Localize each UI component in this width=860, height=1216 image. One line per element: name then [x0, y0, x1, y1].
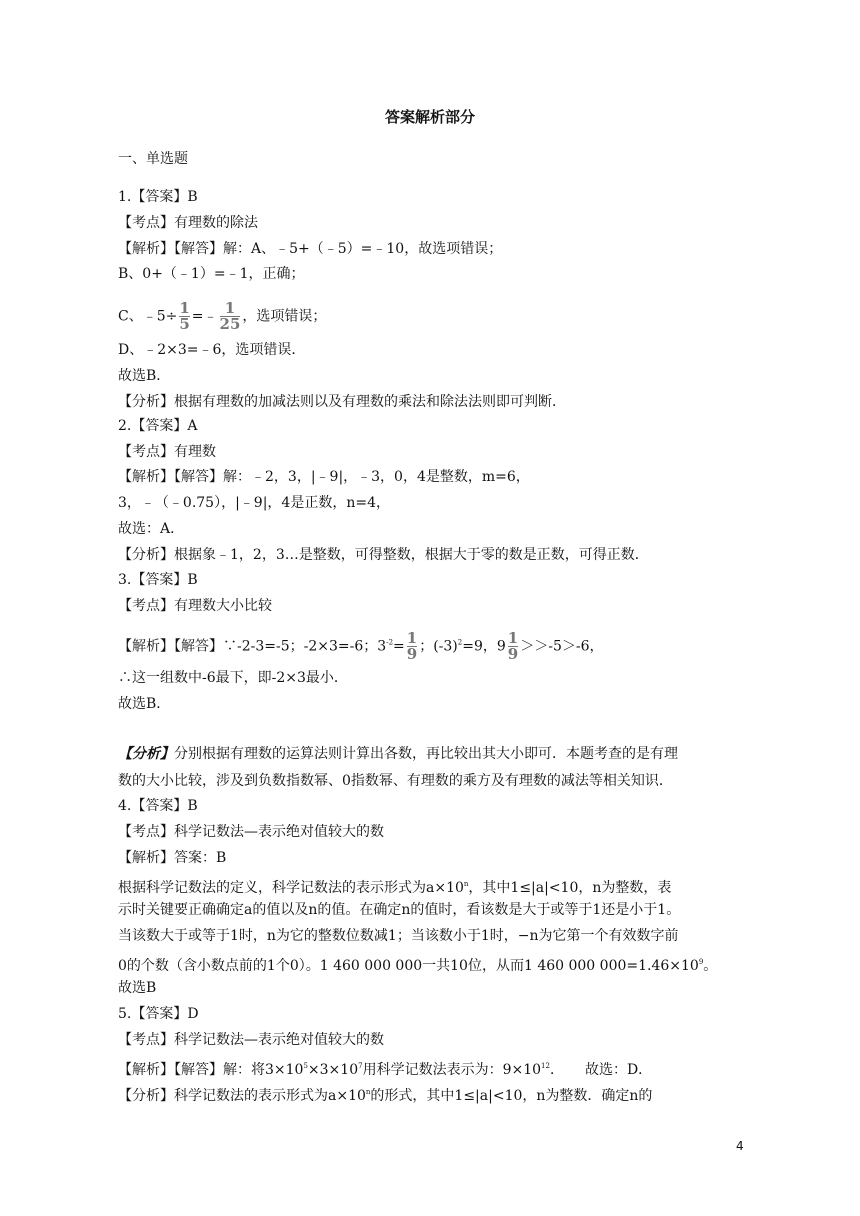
q5-answer: 5.【答案】D	[118, 1006, 199, 1022]
q1-line-1: 【解析】【解答】解：A、﹣5+（﹣5）=﹣10，故选项错误；	[118, 241, 503, 257]
q1-line-2: B、0+（﹣1）=﹣1，正确；	[118, 266, 305, 282]
q4-line-4: 当该数大于或等于1时，n为它的整数位数减1；当该数小于1时，−n为它第一个有效数字前	[118, 928, 679, 944]
q4-line-6: 故选B	[118, 980, 157, 996]
q1-point: 【考点】有理数的除法	[118, 215, 258, 231]
q4-line-3: 示时关键要正确确定a的值以及n的值。在确定n的值时，看该数是大于或等于1还是小于1。	[118, 902, 681, 918]
q4-answer: 4.【答案】B	[118, 798, 198, 814]
fraction: $\frac{1}{9}$	[406, 629, 418, 663]
q3-line-1: 【解析】【解答】∵-2-3=-5；-2×3=-6；$3^{-2}=$ $\frac{1}{9}$ ；$(-3)^2=9$，9 $\frac{1}{9}$ ＞＞-5＞-6，	[118, 629, 604, 663]
q3-line-2: ∴这一组数中-6最下，即-2×3最小．	[118, 670, 348, 686]
q1-line-5: 故选B．	[118, 368, 171, 384]
q4-point: 【考点】科学记数法—表示绝对值较大的数	[118, 824, 384, 840]
fraction: $\frac{1}{9}$	[507, 629, 519, 663]
q1-analysis: 【分析】根据有理数的加减法则以及有理数的乘法和除法法则即可判断．	[118, 394, 566, 410]
page-number: 4	[736, 1139, 744, 1153]
q3-line-3: 故选B．	[118, 696, 171, 712]
q2-line-1: 【解析】【解答】解：﹣2，3，|﹣9|，﹣3，0，4是整数，m=6，	[118, 469, 530, 485]
q4-line-1: 【解析】答案：B	[118, 850, 227, 866]
section-heading: 一、单选题	[118, 151, 188, 167]
q3-answer: 3.【答案】B	[118, 572, 198, 588]
q4-line-5: 0的个数（含小数点前的1个0）。1 460 000 000一共10位，从而1 460 000 $000=1.46\times 10^9$。	[118, 958, 718, 974]
q2-line-2: 3，﹣（﹣0.75），|﹣9|，4是正数，n=4，	[118, 495, 390, 511]
q3-analysis-2: 数的大小比较，涉及到负数指数幂、0指数幂、有理数的乘方及有理数的减法等相关知识．	[118, 773, 673, 789]
q1-line-3: C、﹣5÷ $\frac{1}{5}$ =﹣ $\frac{1}{25}$ ，选项错误；	[118, 299, 327, 333]
q2-line-3: 故选：A．	[118, 521, 185, 537]
q1-line-4: D、﹣2×3=﹣6，选项错误．	[118, 342, 306, 358]
q2-answer: 2.【答案】A	[118, 418, 198, 434]
q1-answer: 1.【答案】B	[118, 189, 198, 205]
q5-line-1: 【解析】【解答】解：将$3\times 10^5\times 3\times 10^7$用科学记数法表示为：$9\times 10^{12}$． 故选：D．	[118, 1062, 653, 1078]
page-title: 答案解析部分	[384, 108, 475, 126]
fraction: $\frac{1}{25}$	[219, 299, 241, 333]
q2-analysis: 【分析】根据象﹣1，2，3…是整数，可得整数，根据大于零的数是正数，可得正数．	[118, 547, 649, 563]
q5-point: 【考点】科学记数法—表示绝对值较大的数	[118, 1032, 384, 1048]
q5-analysis: 【分析】科学记数法的表示形式为$a\times 10^n$的形式，其中1≤|a|<10，n为整数．确定n的	[118, 1088, 653, 1104]
q2-point: 【考点】有理数	[118, 444, 216, 460]
fraction: $\frac{1}{5}$	[179, 299, 190, 333]
q4-line-2: 根据科学记数法的定义，科学记数法的表示形式为$a\times 10^n$，其中1≤|a|<10，n为整数，表	[118, 880, 672, 896]
q3-analysis-1: 【分析】分别根据有理数的运算法则计算出各数，再比较出其大小即可．本题考查的是有理	[118, 746, 678, 762]
q3-point: 【考点】有理数大小比较	[118, 598, 272, 614]
